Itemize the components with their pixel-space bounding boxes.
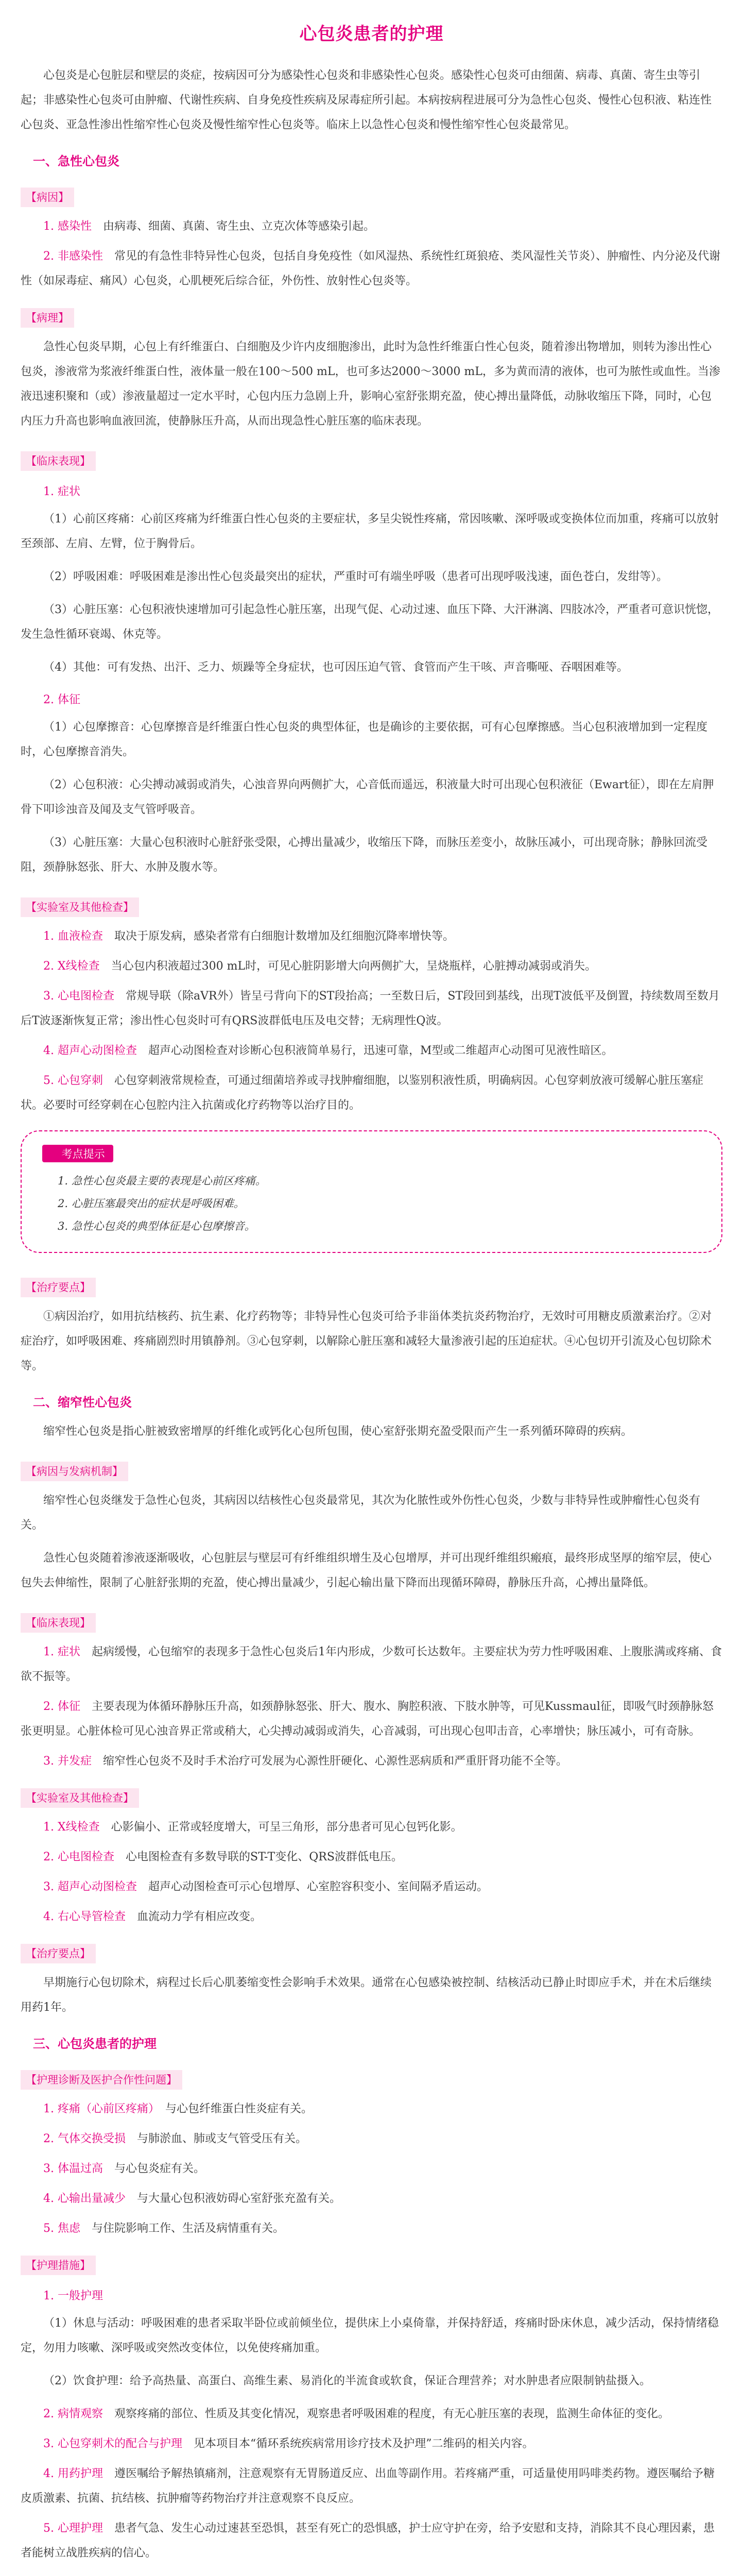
acute-lab-item: 4. 超声心动图检查 超声心动图检查对诊断心包积液简单易行，迅速可靠，M型或二维超声心动图可见液性暗区。 [43,1044,613,1057]
nursing-diagnosis-item: 3. 体温过高 与心包炎症有关。 [43,2162,205,2175]
acute-lab-item: 5. 心包穿刺 心包穿刺液常规检查，可通过细菌培养或寻找肿瘤细胞，以鉴别积液性质，明确病因。心包穿刺放液可缓解心脏压塞症状。必要时可经穿刺在心包腔内注入抗菌或化疗药物等以治疗目的。 [21,1074,704,1112]
constrictive-treatment-text: 早期施行心包切除术，病程过长后心肌萎缩变性会影响手术效果。通常在心包感染被控制、结核活动已静止时即应手术，并在术后继续用药1年。 [21,1976,712,2014]
acute-pathology-heading: 【病理】 [21,308,74,328]
section-nursing-title: 三、心包炎患者的护理 [33,2036,157,2051]
acute-pathology-text: 急性心包炎早期，心包上有纤维蛋白、白细胞及少许内皮细胞渗出，此时为急性纤维蛋白性心包炎，随着渗出物增加，则转为渗出性心包炎，渗液常为浆液纤维蛋白性，液体量一般在100～500 mL，也可多达2000～3000 mL，多为黄而清的液体，也可为脓性或血性。当渗液迅速积聚和（或）渗液量超过一定水平时，心包内压力急剧上升，影响心室舒张期充盈，使心搏出量降低，动脉收缩压下降，同时，心包内压力升高也影响血液回流，使静脉压升高，从而出现急性心脏压塞的临床表现。 [21,341,720,428]
constrictive-lab-heading: 【实验室及其他检查】 [21,1788,139,1808]
acute-symptom-paragraph: （2）呼吸困难：呼吸困难是渗出性心包炎最突出的症状，严重时可有端坐呼吸（患者可出现呼吸浅速，面色苍白，发绀等）。 [43,570,668,583]
key-point: 1. 急性心包炎最主要的表现是心前区疼痛。 [58,1175,266,1187]
acute-cause-item: 2. 非感染性 常见的有急性非特异性心包炎，包括自身免疫性（如风湿热、系统性红斑狼疮、类风湿性关节炎）、肿瘤性、内分泌及代谢性（如尿毒症、痛风）心包炎，心肌梗死后综合征，外伤性、放射性心包炎等。 [21,250,721,287]
general-care-subheading: 1. 一般护理 [43,2290,103,2302]
nursing-measure-item: 5. 心理护理 患者气急、发生心动过速甚至恐惧，甚至有死亡的恐惧感，护士应守护在旁，给予安慰和支持，消除其不良心理因素，患者能树立战胜疾病的信心。 [21,2522,715,2560]
constrictive-cause-paragraph: 急性心包炎随着渗液逐渐吸收，心包脏层与壁层可有纤维组织增生及心包增厚，并可出现纤维组织瘢痕，最终形成坚厚的缩窄层，使心包失去伸缩性，限制了心脏舒张期的充盈，使心搏出量减少，引起心输出量下降而出现循环障碍，静脉压升高，心搏出量降低。 [21,1552,712,1589]
key-points-callout [21,1130,722,1253]
acute-symptom-paragraph: （1）心前区疼痛：心前区疼痛为纤维蛋白性心包炎的主要症状，多呈尖锐性疼痛，常因咳嗽、深呼吸或变换体位而加重，疼痛可以放射至颈部、左肩、左臂，位于胸骨后。 [21,513,719,550]
acute-sign-paragraph: （1）心包摩擦音：心包摩擦音是纤维蛋白性心包炎的典型体征，也是确诊的主要依据，可有心包摩擦感。当心包积液增加到一定程度时，心包摩擦音消失。 [21,721,708,758]
acute-sign-paragraph: （3）心脏压塞：大量心包积液时心脏舒张受限，心搏出量减少，收缩压下降，而脉压差变小，故脉压减小，可出现奇脉；静脉回流受阻，颈静脉怒张、肝大、水肿及腹水等。 [21,836,708,874]
constrictive-clinical-item: 2. 体征 主要表现为体循环静脉压升高，如颈静脉怒张、肝大、腹水、胸腔积液、下肢水肿等，可见Kussmaul征，即吸气时颈静脉怒张更明显。心脏体检可见心浊音界正常或稍大，心尖搏动减弱或消失，心音减弱，可出现心包叩击音，心率增快；脉压减小，可有奇脉。 [21,1700,714,1738]
nursing-diagnosis-item: 5. 焦虑 与住院影响工作、生活及病情重有关。 [43,2222,285,2235]
general-care-paragraph: （2）饮食护理：给予高热量、高蛋白、高维生素、易消化的半流食或软食，保证合理营养；对水肿患者应限制钠盐摄入。 [43,2375,651,2387]
acute-lab-heading: 【实验室及其他检查】 [21,897,139,917]
constrictive-clinical-item: 3. 并发症 缩窄性心包炎不及时手术治疗可发展为心源性肝硬化、心源性恶病质和严重肝肾功能不全等。 [43,1755,568,1768]
acute-lab-item: 2. X线检查 当心包内积液超过300 mL时，可见心脏阴影增大向两侧扩大，呈烧瓶样，心脏搏动减弱或消失。 [43,960,597,973]
nursing-diagnosis-item: 2. 气体交换受损 与肺淤血、肺或支气管受压有关。 [43,2132,307,2145]
key-point: 2. 心脏压塞最突出的症状是呼吸困难。 [58,1197,245,1210]
constrictive-lab-item: 3. 超声心动图检查 超声心动图检查可示心包增厚、心室腔容积变小、室间隔矛盾运动。 [43,1880,489,1893]
nursing-measures-heading: 【护理措施】 [21,2256,96,2275]
general-care-paragraph: （1）休息与活动：呼吸困难的患者采取半卧位或前倾坐位，提供床上小桌倚靠，并保持舒适，疼痛时卧床休息，减少活动，保持情绪稳定，勿用力咳嗽、深呼吸或突然改变体位，以免使疼痛加重。 [21,2317,719,2354]
constrictive-lab-item: 1. X线检查 心影偏小、正常或轻度增大，可呈三角形，部分患者可见心包钙化影。 [43,1821,462,1834]
constrictive-clinical-item: 1. 症状 起病缓慢，心包缩窄的表现多于急性心包炎后1年内形成，少数可长达数年。主要症状为劳力性呼吸困难、上腹胀满或疼痛、食欲不振等。 [21,1646,722,1683]
constrictive-intro: 缩窄性心包炎是指心脏被致密增厚的纤维化或钙化心包所包围，使心室舒张期充盈受限而产生一系列循环障碍的疾病。 [43,1425,633,1438]
acute-lab-item: 3. 心电图检查 常规导联（除aVR外）皆呈弓背向下的ST段抬高；一至数日后，ST段回到基线，出现T波低平及倒置，持续数周至数月后T波逐渐恢复正常；渗出性心包炎时可有QRS波群低电压及电交替；无病理性Q波。 [21,990,720,1027]
page-title: 心包炎患者的护理 [299,24,444,44]
acute-cause-item: 1. 感染性 由病毒、细菌、真菌、寄生虫、立克次体等感染引起。 [43,220,375,233]
key-point: 3. 急性心包炎的典型体征是心包摩擦音。 [58,1220,255,1232]
constrictive-lab-item: 4. 右心导管检查 血流动力学有相应改变。 [43,1910,262,1923]
constrictive-cause-heading: 【病因与发病机制】 [21,1462,128,1481]
section-acute-title: 一、急性心包炎 [33,154,119,168]
acute-symptoms-subheading: 1. 症状 [43,485,80,498]
nursing-diagnosis-heading: 【护理诊断及医护合作性问题】 [21,2070,182,2090]
acute-treatment-text: ①病因治疗，如用抗结核药、抗生素、化疗药物等；非特异性心包炎可给予非甾体类抗炎药物治疗，无效时可用糖皮质激素治疗。②对症治疗，如呼吸困难、疼痛剧烈时用镇静剂。③心包穿刺，以解除心脏压塞和减轻大量渗液引起的压迫症状。④心包切开引流及心包切除术等。 [21,1310,712,1372]
intro-paragraph: 心包炎是心包脏层和壁层的炎症，按病因可分为感染性心包炎和非感染性心包炎。感染性心包炎可由细菌、病毒、真菌、寄生虫等引起；非感染性心包炎可由肿瘤、代谢性疾病、自身免疫性疾病及尿毒症所引起。本病按病程进展可分为急性心包炎、慢性心包积液、粘连性心包炎、亚急性渗出性缩窄性心包炎及慢性缩窄性心包炎等。临床上以急性心包炎和慢性缩窄性心包炎最常见。 [21,69,712,131]
acute-cause-heading: 【病因】 [21,188,74,207]
caret-icon: ✎ [50,1148,60,1160]
nursing-diagnosis-item: 1. 疼痛（心前区疼痛） 与心包纤维蛋白性炎症有关。 [43,2103,313,2115]
nursing-diagnosis-item: 4. 心输出量减少 与大量心包积液妨碍心室舒张充盈有关。 [43,2192,341,2205]
key-points-label: ✎ 考点提示 [42,1145,113,1162]
acute-treatment-heading: 【治疗要点】 [21,1278,96,1297]
nursing-measure-item: 4. 用药护理 遵医嘱给予解热镇痛剂，注意观察有无胃肠道反应、出血等副作用。若疼痛严重，可适量使用吗啡类药物。遵医嘱给予糖皮质激素、抗菌、抗结核、抗肿瘤等药物治疗并注意观察不良反应。 [21,2467,715,2505]
acute-symptom-paragraph: （3）心脏压塞：心包积液快速增加可引起急性心脏压塞，出现气促、心动过速、血压下降、大汗淋漓、四肢冰冷，严重者可意识恍惚，发生急性循环衰竭、休克等。 [21,603,719,641]
acute-lab-item: 1. 血液检查 取决于原发病，感染者常有白细胞计数增加及红细胞沉降率增快等。 [43,930,455,943]
constrictive-treatment-heading: 【治疗要点】 [21,1944,96,1963]
acute-clinical-heading: 【临床表现】 [21,451,96,471]
constrictive-clinical-heading: 【临床表现】 [21,1613,96,1633]
nursing-measure-item: 3. 心包穿刺术的配合与护理 见本项目本“循环系统疾病常用诊疗技术及护理”二维码的相关内容。 [43,2437,534,2450]
nursing-measure-item: 2. 病情观察 观察疼痛的部位、性质及其变化情况，观察患者呼吸困难的程度，有无心脏压塞的表现，监测生命体征的变化。 [43,2408,670,2420]
acute-symptom-paragraph: （4）其他：可有发热、出汗、乏力、烦躁等全身症状，也可因压迫气管、食管而产生干咳、声音嘶哑、吞咽困难等。 [43,661,629,674]
acute-sign-paragraph: （2）心包积液：心尖搏动减弱或消失，心浊音界向两侧扩大，心音低而遥远，积液量大时可出现心包积液征（Ewart征），即在左肩胛骨下叩诊浊音及闻及支气管呼吸音。 [21,778,714,816]
acute-signs-subheading: 2. 体征 [43,693,80,706]
section-constrictive-title: 二、缩窄性心包炎 [33,1395,132,1410]
constrictive-cause-paragraph: 缩窄性心包炎继发于急性心包炎，其病因以结核性心包炎最常见，其次为化脓性或外伤性心包炎，少数与非特异性或肿瘤性心包炎有关。 [21,1494,701,1532]
constrictive-lab-item: 2. 心电图检查 心电图检查有多数导联的ST-T变化、QRS波群低电压。 [43,1851,403,1863]
